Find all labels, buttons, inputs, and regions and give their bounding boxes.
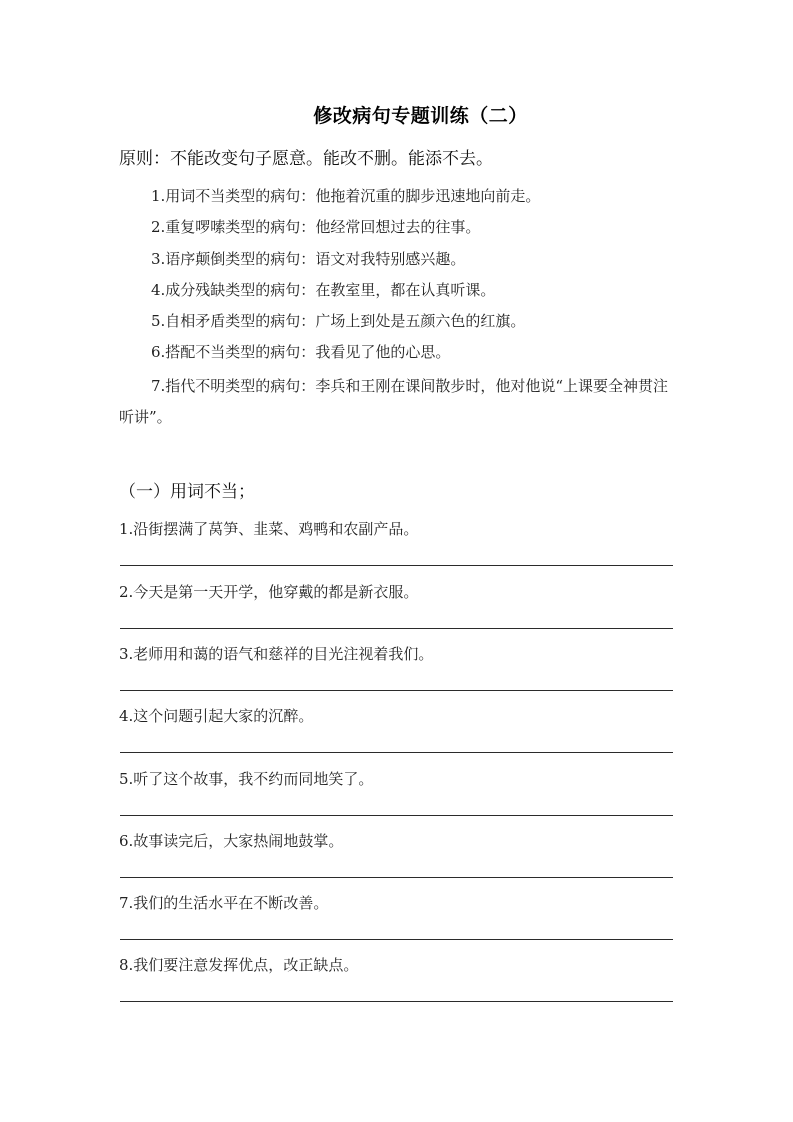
- exercise-sentence: 6.故事读完后，大家热闹地鼓掌。: [119, 832, 344, 850]
- exercise-sentence: 5.听了这个故事，我不约而同地笑了。: [119, 770, 374, 788]
- exercise-sentence: 2.今天是第一天开学，他穿戴的都是新衣服。: [119, 583, 419, 601]
- exercise-item: [119, 705, 674, 767]
- sentence-type-item: 7.指代不明类型的病句：李兵和王刚在课间散步时，他对他说“上课要全神贯注听讲”。: [119, 376, 668, 426]
- sentence-type-list: [119, 183, 675, 433]
- sentence-type-item: 6.搭配不当类型的病句：我看见了他的心思。: [151, 343, 451, 362]
- page-title: 修改病句专题训练（二）: [313, 105, 528, 127]
- exercise-sentence: 4.这个问题引起大家的沉醉。: [119, 707, 314, 725]
- exercise-item: [119, 892, 674, 954]
- exercise-item: [119, 954, 674, 1016]
- exercise-sentence: 7.我们的生活水平在不断改善。: [119, 894, 329, 912]
- sentence-type-item: 3.语序颠倒类型的病句：语文对我特别感兴趣。: [151, 249, 466, 268]
- exercise-sentence: 1.沿街摆满了莴笋、韭菜、鸡鸭和农副产品。: [119, 520, 419, 538]
- exercise-item: [119, 518, 674, 580]
- answer-line[interactable]: [120, 815, 673, 816]
- answer-line[interactable]: [120, 628, 673, 629]
- answer-line[interactable]: [120, 939, 673, 940]
- sentence-type-item: 5.自相矛盾类型的病句：广场上到处是五颜六色的红旗。: [151, 312, 526, 331]
- exercise-item: [119, 830, 674, 892]
- exercise-item: [119, 581, 674, 643]
- exercise-item: [119, 643, 674, 705]
- sentence-type-item: 2.重复啰嗦类型的病句：他经常回想过去的往事。: [151, 218, 481, 237]
- exercise-sentence: 3.老师用和蔼的语气和慈祥的目光注视着我们。: [119, 645, 434, 663]
- sentence-type-item: 4.成分残缺类型的病句：在教室里，都在认真听课。: [151, 280, 496, 299]
- answer-line[interactable]: [120, 1001, 673, 1002]
- answer-line[interactable]: [120, 690, 673, 691]
- answer-line[interactable]: [120, 752, 673, 753]
- section-heading: （一）用词不当；: [119, 482, 255, 502]
- answer-line[interactable]: [120, 565, 673, 566]
- exercise-item: [119, 768, 674, 830]
- principle-statement: 原则：不能改变句子愿意。能改不删。能添不去。: [119, 149, 493, 169]
- sentence-type-item: 1.用词不当类型的病句：他拖着沉重的脚步迅速地向前走。: [151, 187, 541, 205]
- answer-line[interactable]: [120, 877, 673, 878]
- exercise-sentence: 8.我们要注意发挥优点，改正缺点。: [119, 956, 359, 974]
